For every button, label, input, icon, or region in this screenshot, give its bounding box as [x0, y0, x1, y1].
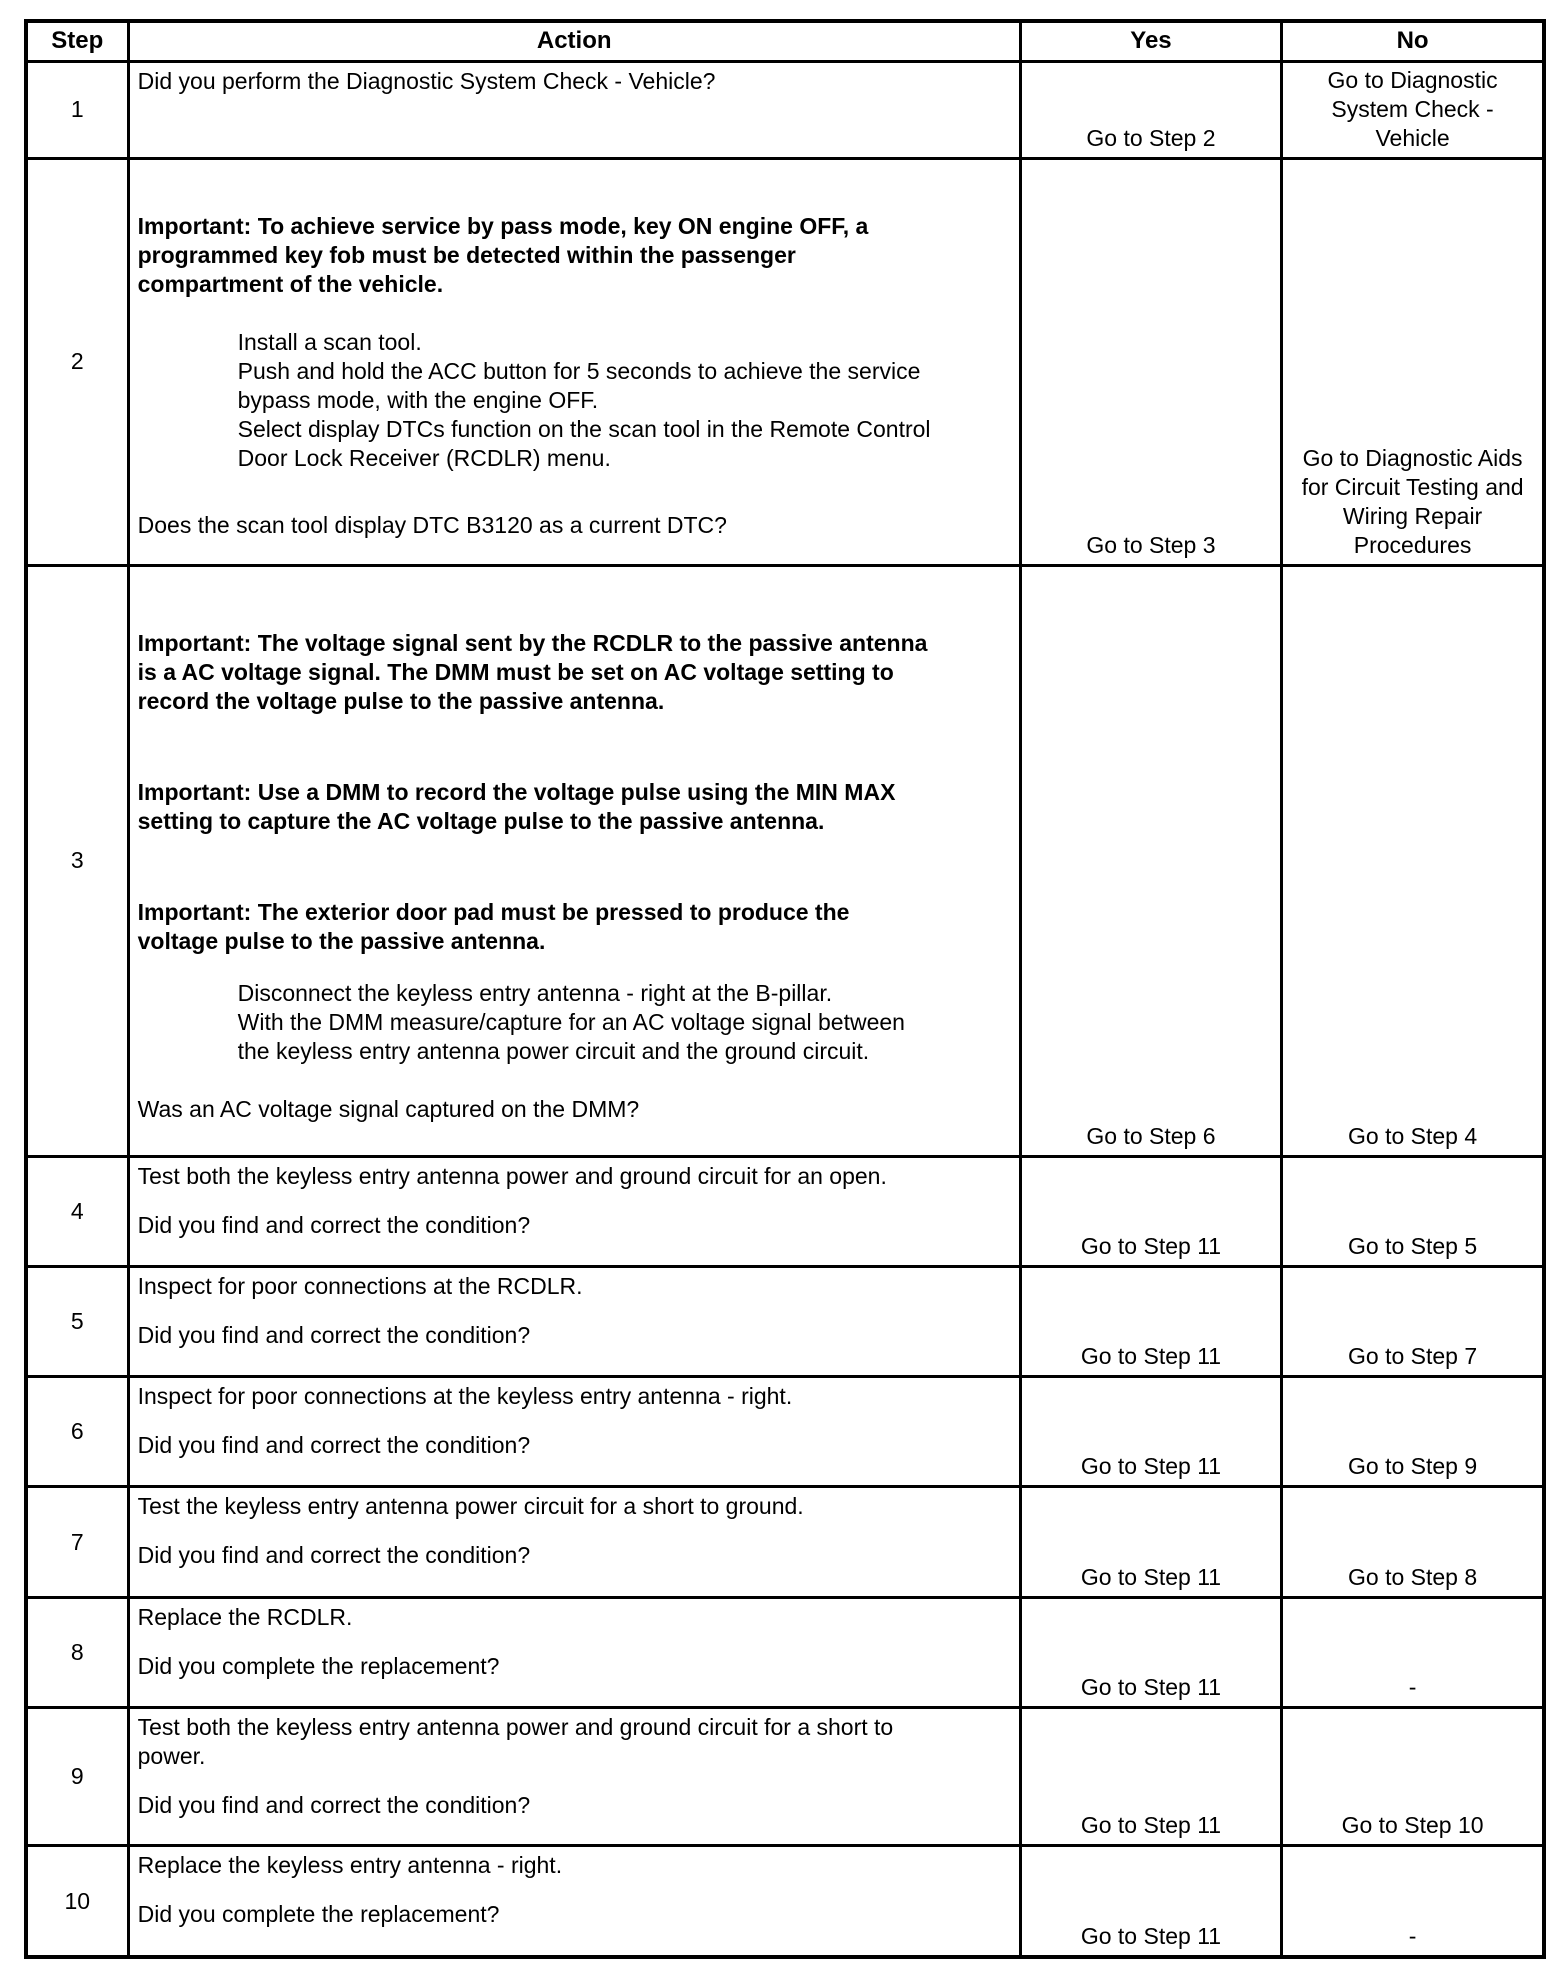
question-text: Does the scan tool display DTC B3120 as a current DTC?	[137, 511, 727, 538]
action-cell	[128, 1267, 1020, 1377]
no-text: Go to Diagnostic Aids	[1302, 444, 1523, 471]
important-note: Important: Use a DMM to record the voltage pulse using the MIN MAX	[137, 778, 896, 805]
procedure-step: bypass mode, with the engine OFF.	[237, 386, 599, 413]
no-cell: Go to Step 5	[1282, 1156, 1544, 1266]
yes-cell: Go to Step 3	[1020, 158, 1281, 565]
table-row	[26, 158, 1544, 565]
no-cell: Go to Step 8	[1282, 1487, 1544, 1597]
no-cell: -	[1282, 1597, 1544, 1707]
yes-cell: Go to Step 11	[1020, 1487, 1281, 1597]
table-row	[26, 1377, 1544, 1487]
diagnostic-table	[24, 19, 1546, 1959]
step-number: 7	[26, 1487, 128, 1597]
no-text: for Circuit Testing and	[1301, 473, 1524, 500]
header-yes: Yes	[1020, 21, 1281, 61]
action-cell	[128, 158, 1020, 565]
procedure-step: Door Lock Receiver (RCDLR) menu.	[237, 444, 611, 471]
no-cell: Go to Step 9	[1282, 1377, 1544, 1487]
action-text: Test both the keyless entry antenna power and ground circuit for a short to	[137, 1713, 894, 1740]
action-text: Test the keyless entry antenna power circuit for a short to ground.	[137, 1493, 804, 1520]
yes-cell: Go to Step 11	[1020, 1707, 1281, 1845]
table-row	[26, 1597, 1544, 1707]
action-cell	[128, 1846, 1020, 1957]
no-cell	[1282, 61, 1544, 158]
procedure-step: Disconnect the keyless entry antenna - right at the B-pillar.	[237, 979, 833, 1006]
table-row	[26, 565, 1544, 1156]
step-number: 1	[26, 61, 128, 158]
table-row	[26, 1707, 1544, 1845]
step-number: 3	[26, 565, 128, 1156]
action-cell	[128, 1597, 1020, 1707]
question-text: Did you find and correct the condition?	[137, 1211, 531, 1238]
important-note: programmed key fob must be detected within the passenger	[137, 241, 796, 268]
procedure-step: With the DMM measure/capture for an AC voltage signal between	[237, 1008, 905, 1035]
action-cell	[128, 565, 1020, 1156]
action-cell	[128, 1487, 1020, 1597]
yes-cell: Go to Step 11	[1020, 1597, 1281, 1707]
step-number: 6	[26, 1377, 128, 1487]
no-cell: -	[1282, 1846, 1544, 1957]
no-cell: Go to Step 10	[1282, 1707, 1544, 1845]
action-text: Test both the keyless entry antenna power and ground circuit for an open.	[137, 1162, 887, 1189]
question-text: Did you find and correct the condition?	[137, 1432, 531, 1459]
important-note: Important: The exterior door pad must be pressed to produce the	[137, 898, 850, 925]
action-cell	[128, 61, 1020, 158]
no-cell	[1282, 158, 1544, 565]
no-text: Vehicle	[1375, 124, 1450, 151]
step-number: 4	[26, 1156, 128, 1266]
important-note: voltage pulse to the passive antenna.	[137, 927, 546, 954]
no-cell: Go to Step 4	[1282, 565, 1544, 1156]
important-note: Important: To achieve service by pass mode, key ON engine OFF, a	[137, 212, 869, 239]
table-row	[26, 1267, 1544, 1377]
question-text: Did you find and correct the condition?	[137, 1542, 531, 1569]
action-text: Replace the keyless entry antenna - right.	[137, 1852, 563, 1879]
yes-cell: Go to Step 2	[1020, 61, 1281, 158]
header-no: No	[1282, 21, 1544, 61]
table-row	[26, 1487, 1544, 1597]
yes-cell: Go to Step 11	[1020, 1267, 1281, 1377]
question-text: Was an AC voltage signal captured on the DMM?	[137, 1095, 640, 1122]
no-cell: Go to Step 7	[1282, 1267, 1544, 1377]
important-note: Important: The voltage signal sent by the RCDLR to the passive antenna	[137, 629, 928, 656]
yes-cell: Go to Step 11	[1020, 1846, 1281, 1957]
action-text: Inspect for poor connections at the RCDLR.	[137, 1273, 583, 1299]
step-number: 10	[26, 1846, 128, 1957]
question-text: Did you complete the replacement?	[137, 1901, 500, 1928]
table-row	[26, 61, 1544, 158]
procedure-step: Push and hold the ACC button for 5 seconds to achieve the service	[237, 357, 921, 384]
question-text: Did you find and correct the condition?	[137, 1322, 531, 1348]
important-note: setting to capture the AC voltage pulse to the passive antenna.	[137, 807, 825, 834]
action-text: Replace the RCDLR.	[137, 1603, 353, 1630]
no-text: Wiring Repair	[1342, 502, 1483, 529]
step-number: 5	[26, 1267, 128, 1377]
step-number: 8	[26, 1597, 128, 1707]
action-text: Did you perform the Diagnostic System Check - Vehicle?	[137, 67, 716, 94]
header-row	[26, 21, 1544, 61]
important-note: compartment of the vehicle.	[137, 270, 444, 297]
no-text: Procedures	[1353, 531, 1472, 558]
important-note: is a AC voltage signal. The DMM must be set on AC voltage setting to	[137, 658, 894, 685]
procedure-step: Select display DTCs function on the scan tool in the Remote Control	[237, 415, 931, 442]
no-text: System Check -	[1331, 95, 1494, 122]
action-text: power.	[137, 1742, 206, 1769]
question-text: Did you find and correct the condition?	[137, 1791, 531, 1818]
step-number: 9	[26, 1707, 128, 1845]
no-text: Go to Diagnostic	[1327, 66, 1498, 93]
important-note: record the voltage pulse to the passive antenna.	[137, 687, 665, 714]
action-cell	[128, 1156, 1020, 1266]
action-cell	[128, 1377, 1020, 1487]
procedure-step: the keyless entry antenna power circuit and the ground circuit.	[237, 1037, 870, 1064]
table-row	[26, 1846, 1544, 1957]
action-text: Inspect for poor connections at the keyless entry antenna - right.	[137, 1383, 793, 1410]
table-row	[26, 1156, 1544, 1266]
yes-cell: Go to Step 11	[1020, 1156, 1281, 1266]
question-text: Did you complete the replacement?	[137, 1652, 500, 1679]
header-step: Step	[26, 21, 128, 61]
procedure-step: Install a scan tool.	[237, 328, 422, 355]
yes-cell: Go to Step 11	[1020, 1377, 1281, 1487]
header-action: Action	[128, 21, 1020, 61]
action-cell	[128, 1707, 1020, 1845]
yes-cell: Go to Step 6	[1020, 565, 1281, 1156]
step-number: 2	[26, 158, 128, 565]
